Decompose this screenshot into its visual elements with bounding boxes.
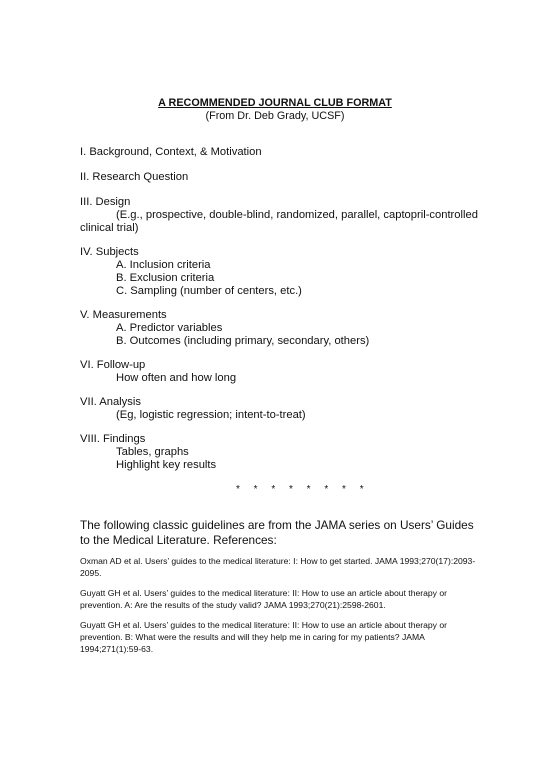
reference-item: Guyatt GH et al. Users’ guides to the medical literature: II: How to use an article about therapy or prevention. B: What were the results and will they help me in caring for my patients? JAMA 1994;271(1):59-63. [80, 620, 448, 654]
measurements-item-predictor: A. Predictor variables [116, 322, 223, 334]
subjects-item-exclusion: B. Exclusion criteria [116, 272, 215, 284]
section-analysis: VII. Analysis [80, 396, 141, 408]
findings-detail-tables: Tables, graphs [116, 446, 189, 458]
section-separator: * * * * * * * * [236, 484, 370, 495]
subjects-item-sampling: C. Sampling (number of centers, etc.) [116, 285, 302, 297]
section-subjects: IV. Subjects [80, 246, 139, 258]
subjects-item-inclusion: A. Inclusion criteria [116, 259, 211, 271]
follow-up-detail: How often and how long [116, 372, 237, 384]
section-background: I. Background, Context, & Motivation [80, 146, 262, 158]
section-measurements: V. Measurements [80, 309, 167, 321]
findings-detail-highlight: Highlight key results [116, 459, 217, 471]
reference-item: Oxman AD et al. Users’ guides to the medical literature: I: How to get started. JAMA 1993;270(17):2093-2095. [80, 556, 476, 578]
measurements-item-outcomes: B. Outcomes (including primary, secondary, others) [116, 335, 370, 347]
references-intro: The following classic guidelines are from the JAMA series on Users’ Guides to the Medical Literature. References: [80, 518, 474, 547]
analysis-detail: (Eg, logistic regression; intent-to-treat) [116, 409, 306, 421]
section-findings: VIII. Findings [80, 433, 146, 445]
reference-item: Guyatt GH et al. Users’ guides to the medical literature: II: How to use an article about therapy or prevention. A: Are the results of the study valid? JAMA 1993;270(21):2598-2601. [80, 588, 448, 610]
section-research-question: II. Research Question [80, 171, 189, 183]
section-design: III. Design [80, 196, 131, 208]
section-follow-up: VI. Follow-up [80, 359, 146, 371]
design-detail-continued: clinical trial) [80, 222, 139, 234]
document-title: A RECOMMENDED JOURNAL CLUB FORMAT [158, 97, 392, 109]
document-subtitle: (From Dr. Deb Grady, UCSF) [205, 110, 345, 122]
design-detail: (E.g., prospective, double-blind, randomized, parallel, captopril-controlled [116, 209, 478, 221]
